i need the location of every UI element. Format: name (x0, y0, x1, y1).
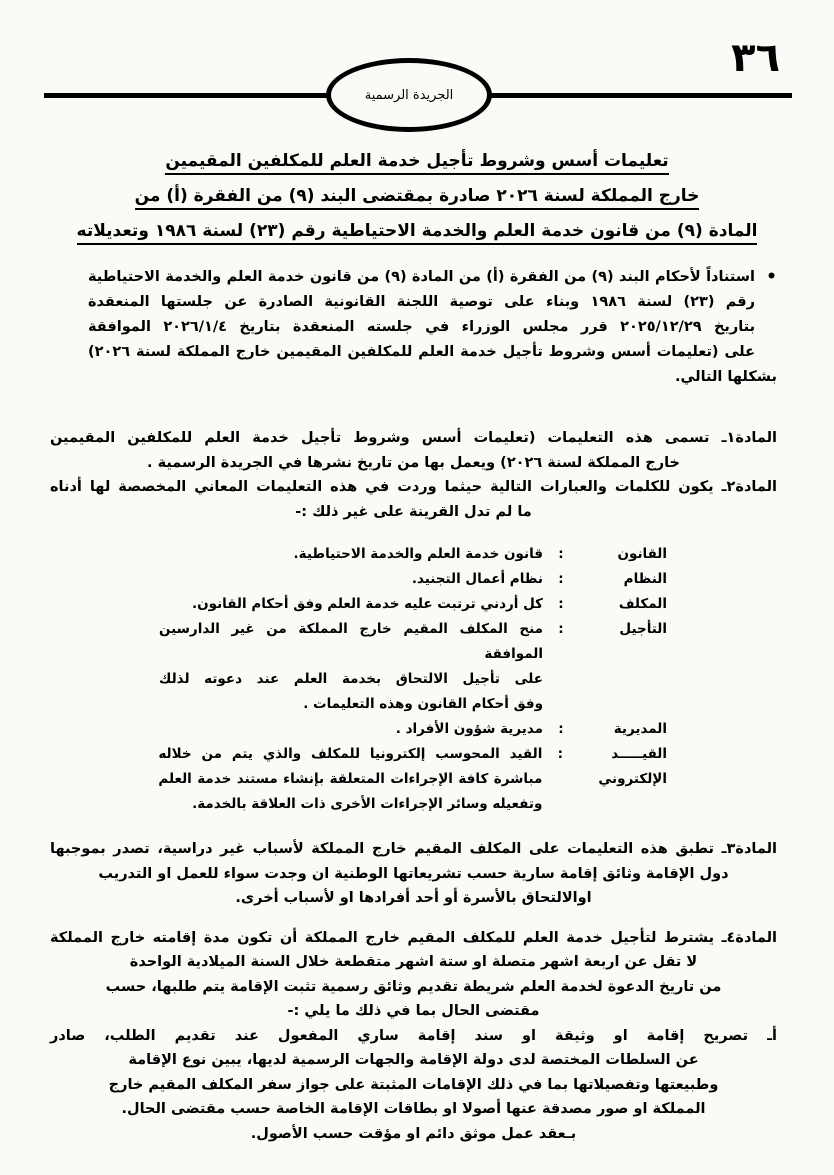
definition-colon: : (558, 721, 564, 737)
definition-term: المديرية (613, 721, 667, 737)
definition-colon: : (558, 546, 564, 562)
definition-colon: : (558, 621, 564, 637)
definition-row-directorate (0, 717, 667, 742)
definition-text: مديرية شؤون الأفراد . (395, 721, 543, 737)
article-4-item-b (50, 1122, 777, 1147)
page-number: ٣٦ (731, 35, 780, 81)
article-3-line: اوالالتحاق بالأسرة أو أحد أفرادها او لأسباب أخرى. (235, 890, 592, 906)
article-1-line: خارج المملكة لسنة ٢٠٢٦) ويعمل بها من تاريخ نشرها في الجريدة الرسمية . (147, 454, 680, 471)
item-a-line: المملكة او صور مصدقة عنها أصولا او بطاقات الإقامة الخاصة حسب مقتضى الحال. (121, 1101, 706, 1117)
preamble-line: بشكلها التالي. (674, 369, 777, 385)
definitions-list (0, 542, 667, 817)
preamble-paragraph (88, 265, 777, 390)
definition-row-law (0, 542, 667, 567)
preamble-line: بتاريخ ٢٠٢٥/١٢/٢٩ قرر مجلس الوزراء في جلسته المنعقدة بتاريخ ٢٠٢٦/١/٤ الموافقة (88, 319, 756, 335)
definition-term: النظام (623, 571, 667, 587)
article-2-line: المادة٢ـ يكون للكلمات والعبارات التالية حيثما وردت في هذه التعليمات المعاني المخصصة لها أدناه (50, 479, 777, 495)
definition-colon: : (558, 596, 564, 612)
article-2-line: ما لم تدل القرينة على غير ذلك :- (295, 503, 532, 520)
definition-term: التأجيل (619, 621, 667, 637)
article-4-line: المادة٤ـ يشترط لتأجيل خدمة العلم للمكلف المقيم خارج المملكة أن تكون مدة إقامته خارج المملكة (50, 929, 777, 946)
definition-text: القيد المحوسب إلكترونيا للمكلف والذي يتم من خلاله مباشرة كافة الإجراءات المتعلقة بإنشاء مستند خدمة العلم وتفعيله وسائر الإجراءات الأخرى ذات العلاقة بالخدمة. (158, 746, 543, 812)
definition-term: القيـــــد الإلكتروني (598, 746, 667, 787)
definition-row-regulation (0, 567, 667, 592)
preamble-line: على (تعليمات أسس وشروط تأجيل خدمة العلم للمكلفين المقيمين خارج المملكة لسنة ٢٠٢٦) (88, 344, 755, 360)
definition-term: القانون (617, 546, 667, 562)
title-line-2: خارج المملكة لسنة ٢٠٢٦ صادرة بمقتضى البند (٩) من الفقرة (أ) من (0, 179, 834, 214)
definition-term: المكلف (618, 596, 667, 612)
item-a-line: أـ تصريح إقامة او وثيقة او سند إقامة ساري المفعول عند تقديم الطلب، صادر (50, 1027, 777, 1044)
item-b-line: بـعقد عمل موثق دائم او مؤقت حسب الأصول. (250, 1125, 577, 1142)
definition-text: كل أردني ترتبت عليه خدمة العلم وفق أحكام القانون. (191, 596, 543, 612)
gazette-oval-badge (326, 58, 492, 132)
gazette-label: الجريدة الرسمية (364, 87, 454, 103)
title-line-3: المادة (٩) من قانون خدمة العلم والخدمة الاحتياطية رقم (٢٣) لسنة ١٩٨٦ وتعديلاته (0, 214, 834, 249)
article-1-line: المادة١ـ تسمى هذه التعليمات (تعليمات أسس وشروط تأجيل خدمة العلم للمكلفين المقيمين (50, 430, 777, 446)
article-3-line: دول الإقامة وثائق إقامة سارية حسب تشريعاتها الوطنية ان وجدت سواء للعمل او التدريب (98, 865, 729, 882)
preamble-line: رقم (٢٣) لسنة ١٩٨٦ وبناء على توصية اللجنة القانونية الصادرة عن جلستها المنعقدة (88, 294, 756, 310)
definition-text: قانون خدمة العلم والخدمة الاحتياطية. (293, 546, 543, 562)
item-a-line: عن السلطات المختصة لدى دولة الإقامة والجهات الرسمية لديها، يبين نوع الإقامة (128, 1052, 699, 1068)
preamble-line: استناداً لأحكام البند (٩) من الفقرة (أ) من المادة (٩) من قانون خدمة العلم والخدمة الاحتياطية (88, 269, 755, 285)
definition-row-conscript (0, 592, 667, 617)
preamble-text (88, 265, 777, 390)
definition-row-electronic-record (0, 742, 667, 817)
definition-text: نظام أعمال التجنيد. (411, 571, 543, 587)
article-3 (50, 837, 777, 911)
article-4 (50, 926, 777, 1024)
definition-colon: : (558, 571, 564, 587)
article-4-line: لا تقل عن اربعة اشهر متصلة او ستة اشهر متقطعة خلال السنة الميلادية الواحدة (129, 954, 698, 970)
definition-row-deferral (0, 617, 667, 717)
article-4-line: مقتضى الحال بما في ذلك ما يلي :- (287, 1003, 540, 1019)
item-a-line: وطبيعتها وتفصيلاتها بما في ذلك الإقامات المثبتة على جواز سفر المكلف المقيم خارج (108, 1076, 719, 1093)
bullet-icon: • (766, 267, 777, 287)
article-3-line: المادة٣ـ تطبق هذه التعليمات على المكلف المقيم خارج المملكة لأسباب غير دراسية، تصدر بموجبها (50, 841, 777, 857)
definition-colon: : (557, 746, 564, 762)
article-1 (50, 426, 777, 475)
article-2 (50, 475, 777, 524)
article-4-item-a (50, 1024, 777, 1122)
title-line-1: تعليمات أسس وشروط تأجيل خدمة العلم للمكلفين المقيمين (0, 144, 834, 179)
article-4-line: من تاريخ الدعوة لخدمة العلم شريطة تقديم وثائق رسمية تثبت الإقامة يتم طلبها، حسب (105, 978, 722, 995)
definition-text: منح المكلف المقيم خارج المملكة من غير الدارسين الموافقة على تأجيل الالتحاق بخدمة العلم عند دعوته لذلك وفق أحكام القانون وهذه التعليمات . (159, 621, 543, 712)
